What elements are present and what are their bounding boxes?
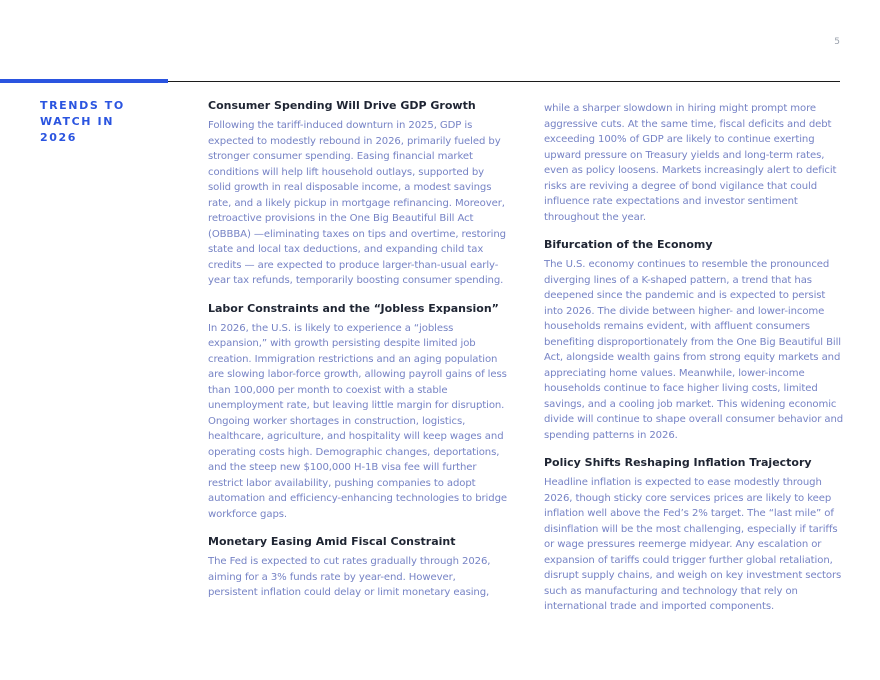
labor-constraints-body: In 2026, the U.S. is likely to experience a “jobless expansion,” with growth persisting despite limited job creation. Immigration restrictions and an aging population are slowing labor-force growth, allowing payroll gains of less than 100,000 per month to coexist with a stable unemployment rate, but leaving little margin for disruption. Ongoing worker shortages in construction, logistics, healthcare, agriculture, and hospitality will keep wages and operating costs high. Demographic changes, deportations, and the steep new $100,000 H-1B visa fee will further restrict labor availability, pushing companies to adopt automation and efficiency-enhancing technologies to bridge workforce gaps. — [208, 322, 507, 520]
monetary-easing-continued-body: while a sharper slowdown in hiring might prompt more aggressive cuts. At the same time, fiscal deficits and debt exceeding 100% of GDP are likely to continue exerting upward pressure on Treasury yields and long-term rates, even as policy loosens. Markets increasingly alert to deficit risks are reviving a degree of bond vigilance that could influence rate expectations and investor sentiment throughout the year. — [544, 103, 837, 223]
consumer-spending-body: Following the tariff-induced downturn in 2025, GDP is expected to modestly rebound in 2026, primarily fueled by stronger consumer spending. Easing financial market conditions will help lift household outlays, supported by solid growth in real disposable income, a modest savings rate, and a likely pickup in mortgage refinancing. Moreover, retroactive provisions in the One Big Beautiful Bill Act (OBBBA) —eliminating taxes on tips and overtime, restoring state and local tax deductions, and expanding child tax credits — are expected to produce larger-than-usual early-year tax refunds, temporarily boosting consumer spending. — [208, 120, 506, 286]
labor-constraints-section — [208, 301, 508, 523]
labor-constraints-heading: Labor Constraints and the “Jobless Expansion” — [208, 301, 499, 315]
accent-bar — [0, 79, 168, 83]
page-number: 5 — [834, 37, 840, 47]
right-column — [544, 101, 844, 627]
monetary-easing-continued — [544, 101, 844, 225]
consumer-spending-section — [208, 98, 508, 289]
bifurcation-body: The U.S. economy continues to resemble the pronounced diverging lines of a K-shaped pattern, a trend that has deepened since the pandemic and is expected to persist into 2026. The divide between higher- and lower-income households remains evident, with affluent consumers benefiting disproportionately from the One Big Beautiful Bill Act, alongside wealth gains from strong equity markets and appreciating home values. Meanwhile, lower-income households continue to face higher living costs, limited savings, and a cooling job market. This widening economic divide will continue to shape overall consumer behavior and spending patterns in 2026. — [544, 259, 844, 441]
policy-shifts-body: Headline inflation is expected to ease modestly through 2026, though sticky core services prices are likely to keep inflation well above the Fed’s 2% target. The “last mile” of disinflation will be the most challenging, especially if tariffs or wage pressures reemerge midyear. Any escalation or expansion of tariffs could trigger further global retaliation, disrupt supply chains, and weigh on key investment sectors such as manufacturing and technology that rely on international trade and imported components. — [544, 477, 842, 612]
bifurcation-heading: Bifurcation of the Economy — [544, 238, 713, 251]
policy-shifts-heading: Policy Shifts Reshaping Inflation Trajectory — [544, 456, 812, 469]
policy-shifts-section — [544, 455, 844, 615]
bifurcation-section — [544, 237, 844, 443]
left-column — [208, 98, 508, 613]
monetary-easing-heading: Monetary Easing Amid Fiscal Constraint — [208, 535, 456, 548]
section-label: TRENDS TO WATCH IN 2026 — [40, 99, 125, 144]
consumer-spending-heading: Consumer Spending Will Drive GDP Growth — [208, 99, 476, 112]
monetary-easing-body: The Fed is expected to cut rates gradually through 2026, aiming for a 3% funds rate by year-end. However, persistent inflation could delay or limit monetary easing, — [208, 556, 491, 598]
monetary-easing-section — [208, 534, 508, 601]
